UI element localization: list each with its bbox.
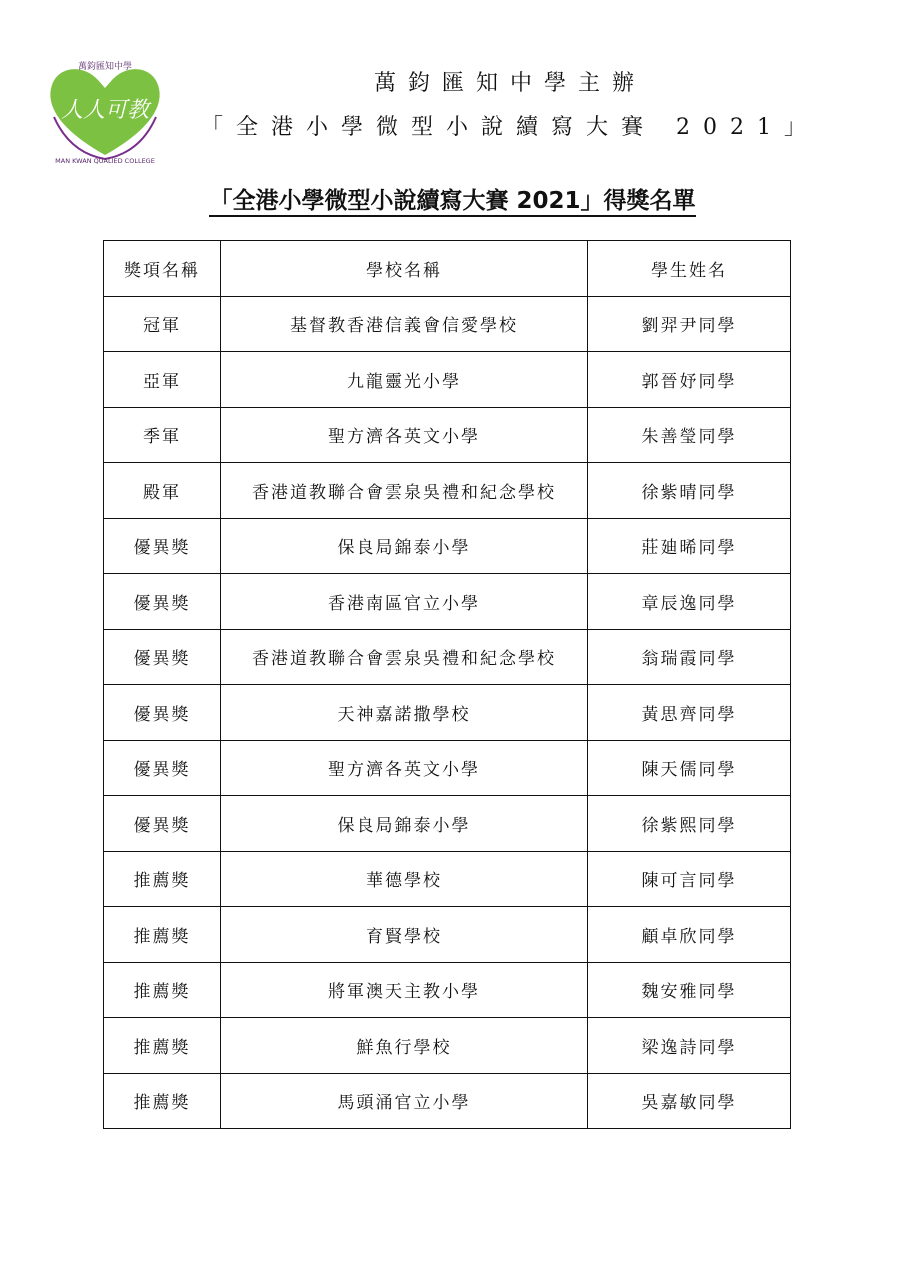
award-cell: 推薦獎 <box>104 907 221 963</box>
student-cell: 徐紫晴同學 <box>588 463 791 519</box>
student-cell: 莊廸晞同學 <box>588 518 791 574</box>
awards-table <box>103 240 791 1129</box>
award-cell: 季軍 <box>104 407 221 463</box>
student-cell: 梁逸詩同學 <box>588 1018 791 1074</box>
table-row <box>104 907 791 963</box>
school-cell: 保良局錦泰小學 <box>221 518 588 574</box>
student-cell: 顧卓欣同學 <box>588 907 791 963</box>
award-cell: 冠軍 <box>104 296 221 352</box>
school-cell: 聖方濟各英文小學 <box>221 740 588 796</box>
header-award: 獎項名稱 <box>104 241 221 297</box>
school-cell: 鮮魚行學校 <box>221 1018 588 1074</box>
school-cell: 基督教香港信義會信愛學校 <box>221 296 588 352</box>
award-cell: 優異獎 <box>104 740 221 796</box>
award-cell: 殿軍 <box>104 463 221 519</box>
table-row <box>104 1073 791 1129</box>
student-cell: 朱善瑩同學 <box>588 407 791 463</box>
school-cell: 香港南區官立小學 <box>221 574 588 630</box>
table-row <box>104 851 791 907</box>
award-cell: 優異獎 <box>104 518 221 574</box>
document-title <box>0 182 905 215</box>
table-row <box>104 296 791 352</box>
student-cell: 郭晉妤同學 <box>588 352 791 408</box>
school-cell: 馬頭涌官立小學 <box>221 1073 588 1129</box>
school-cell: 將軍澳天主教小學 <box>221 962 588 1018</box>
award-cell: 推薦獎 <box>104 1073 221 1129</box>
award-cell: 優異獎 <box>104 685 221 741</box>
school-cell: 育賢學校 <box>221 907 588 963</box>
table-row <box>104 352 791 408</box>
award-cell: 亞軍 <box>104 352 221 408</box>
table-row <box>104 463 791 519</box>
table-row <box>104 962 791 1018</box>
award-cell: 推薦獎 <box>104 851 221 907</box>
table-header-row <box>104 241 791 297</box>
award-cell: 推薦獎 <box>104 962 221 1018</box>
student-cell: 陳天儒同學 <box>588 740 791 796</box>
organizer-line: 萬鈞匯知中學主辦 <box>373 71 646 96</box>
award-cell: 推薦獎 <box>104 1018 221 1074</box>
table-row <box>104 685 791 741</box>
award-cell: 優異獎 <box>104 796 221 852</box>
table-row <box>104 796 791 852</box>
award-cell: 優異獎 <box>104 629 221 685</box>
student-cell: 徐紫熙同學 <box>588 796 791 852</box>
student-cell: 章辰逸同學 <box>588 574 791 630</box>
student-cell: 黃思齊同學 <box>588 685 791 741</box>
table-row <box>104 518 791 574</box>
school-cell: 香港道教聯合會雲泉吳禮和紀念學校 <box>221 629 588 685</box>
logo-text-side: MAN KWAN QUALIED COLLEGE <box>55 157 155 165</box>
school-cell: 九龍靈光小學 <box>221 352 588 408</box>
student-cell: 劉羿尹同學 <box>588 296 791 352</box>
logo-glyph: 人人可教 <box>60 98 150 123</box>
student-cell: 吳嘉敏同學 <box>588 1073 791 1129</box>
competition-line: 「全港小學微型小說續寫大賽 2021」 <box>201 115 819 140</box>
school-cell: 華德學校 <box>221 851 588 907</box>
header-student: 學生姓名 <box>588 241 791 297</box>
logo-text-top: 萬鈞匯知中學 <box>77 62 133 72</box>
table-row <box>104 407 791 463</box>
table-row <box>104 740 791 796</box>
award-cell: 優異獎 <box>104 574 221 630</box>
table-row <box>104 574 791 630</box>
student-cell: 陳可言同學 <box>588 851 791 907</box>
table-row <box>104 629 791 685</box>
table-row <box>104 1018 791 1074</box>
school-cell: 天神嘉諾撒學校 <box>221 685 588 741</box>
student-cell: 翁瑞霞同學 <box>588 629 791 685</box>
school-logo <box>40 55 170 165</box>
student-cell: 魏安雅同學 <box>588 962 791 1018</box>
school-cell: 保良局錦泰小學 <box>221 796 588 852</box>
school-cell: 香港道教聯合會雲泉吳禮和紀念學校 <box>221 463 588 519</box>
header-school: 學校名稱 <box>221 241 588 297</box>
document-title-text: 「全港小學微型小說續寫大賽 2021」得獎名單 <box>209 188 695 217</box>
school-cell: 聖方濟各英文小學 <box>221 407 588 463</box>
